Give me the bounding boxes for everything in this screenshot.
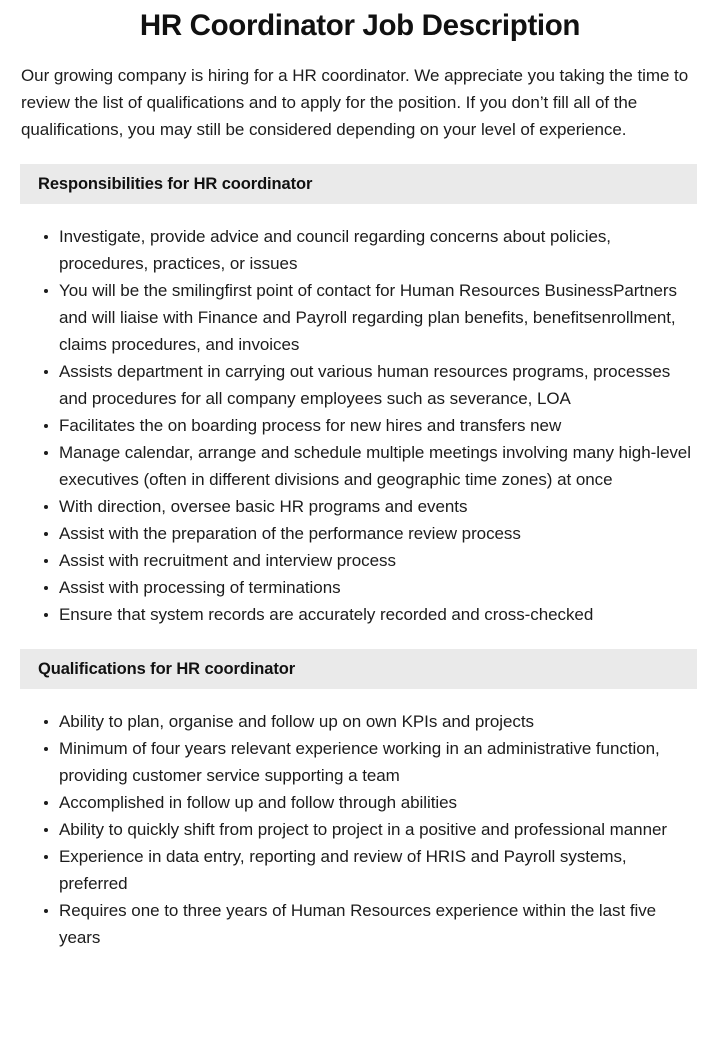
list-item: Manage calendar, arrange and schedule multiple meetings involving many high-level executives (often in different divisions and geographic time zones) at once <box>0 439 720 493</box>
section-header-qualifications <box>20 649 697 689</box>
list-item: You will be the smilingfirst point of contact for Human Resources BusinessPartners and will liaise with Finance and Payroll regarding plan benefits, benefitsenrollment, claims procedures, and invoices <box>0 277 720 358</box>
list-item: Requires one to three years of Human Resources experience within the last five years <box>0 897 720 951</box>
list-item: With direction, oversee basic HR programs and events <box>0 493 720 520</box>
list-item: Assist with recruitment and interview process <box>0 547 720 574</box>
list-item: Minimum of four years relevant experience working in an administrative function, providing customer service supporting a team <box>0 735 720 789</box>
page-title: HR Coordinator Job Description <box>139 9 581 42</box>
list-item: Ability to plan, organise and follow up on own KPIs and projects <box>0 708 720 735</box>
list-item: Assists department in carrying out various human resources programs, processes and procedures for all company employees such as severance, LOA <box>0 358 720 412</box>
section-header-responsibilities <box>20 164 697 204</box>
list-item: Facilitates the on boarding process for new hires and transfers new <box>0 412 720 439</box>
list-item: Assist with processing of terminations <box>0 574 720 601</box>
list-item: Ability to quickly shift from project to project in a positive and professional manner <box>0 816 720 843</box>
list-item: Ensure that system records are accurately recorded and cross-checked <box>0 601 720 628</box>
responsibilities-list <box>0 204 720 628</box>
intro-paragraph: Our growing company is hiring for a HR coordinator. We appreciate you taking the time to review the list of qualifications and to apply for the position. If you don’t fill all of the qualifications, you may still be considered depending on your level of experience. <box>21 66 689 139</box>
list-item: Investigate, provide advice and council regarding concerns about policies, procedures, practices, or issues <box>0 223 720 277</box>
list-item: Assist with the preparation of the performance review process <box>0 520 720 547</box>
section-heading-label: Qualifications for HR coordinator <box>38 660 296 678</box>
list-item: Experience in data entry, reporting and review of HRIS and Payroll systems, preferred <box>0 843 720 897</box>
qualifications-list <box>0 689 720 951</box>
section-heading-label: Responsibilities for HR coordinator <box>38 175 313 193</box>
list-item: Accomplished in follow up and follow through abilities <box>0 789 720 816</box>
